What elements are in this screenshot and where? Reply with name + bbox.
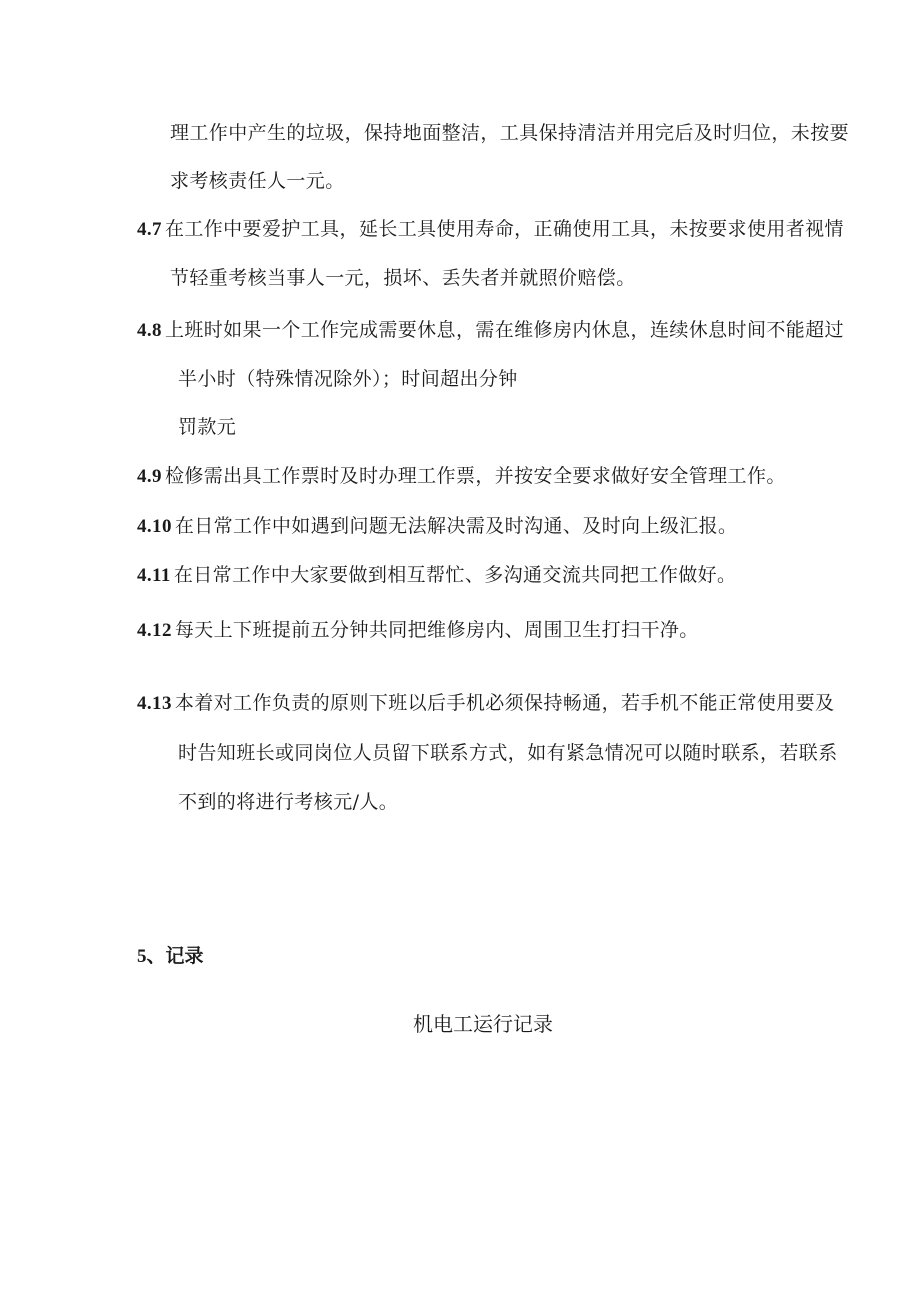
item-text: 上班时如果一个工作完成需要休息，需在维修房内休息，连续休息时间不能超过 bbox=[164, 319, 844, 341]
section-heading-text: 5、记录 bbox=[137, 946, 204, 967]
paragraph-line: 罚款元 bbox=[178, 416, 237, 438]
item-4-11 bbox=[137, 563, 736, 588]
paragraph-line: 时告知班长或同岗位人员留下联系方式，如有紧急情况可以随时联系，若联系 bbox=[178, 742, 838, 764]
item-4-8 bbox=[137, 318, 844, 343]
item-number: 4.10 bbox=[137, 516, 172, 537]
table-title: 机电工运行记录 bbox=[413, 1012, 553, 1036]
item-number: 4.9 bbox=[137, 466, 162, 487]
item-4-7 bbox=[137, 217, 844, 242]
item-number: 4.12 bbox=[137, 620, 172, 641]
item-number: 4.7 bbox=[137, 219, 162, 240]
item-4-10 bbox=[137, 514, 737, 539]
item-number: 4.8 bbox=[137, 320, 162, 341]
item-text: 在日常工作中大家要做到相互帮忙、多沟通交流共同把工作做好。 bbox=[173, 564, 737, 586]
item-4-13 bbox=[137, 691, 834, 716]
item-number: 4.13 bbox=[137, 693, 172, 714]
paragraph-line: 半小时（特殊情况除外）；时间超出分钟 bbox=[178, 368, 518, 390]
item-4-9 bbox=[137, 464, 786, 489]
item-text: 在日常工作中如遇到问题无法解决需及时沟通、及时向上级汇报。 bbox=[174, 515, 738, 537]
item-text: 每天上下班提前五分钟共同把维修房内、周围卫生打扫干净。 bbox=[174, 619, 699, 641]
item-4-12 bbox=[137, 618, 699, 643]
item-text: 在工作中要爱护工具，延长工具使用寿命，正确使用工具，未按要求使用者视情 bbox=[164, 218, 844, 240]
paragraph-line: 求考核责任人一元。 bbox=[170, 170, 345, 192]
item-text: 本着对工作负责的原则下班以后手机必须保持畅通，若手机不能正常使用要及 bbox=[174, 692, 835, 714]
item-number: 4.11 bbox=[137, 565, 171, 586]
item-text: 检修需出具工作票时及时办理工作票，并按安全要求做好安全管理工作。 bbox=[164, 465, 786, 487]
paragraph-line: 节轻重考核当事人一元，损坏、丢失者并就照价赔偿。 bbox=[170, 267, 636, 289]
paragraph-line: 不到的将进行考核元/人。 bbox=[178, 791, 399, 813]
paragraph-line: 理工作中产生的垃圾，保持地面整洁，工具保持清洁并用完后及时归位，未按要 bbox=[170, 122, 850, 144]
section-heading bbox=[137, 944, 204, 969]
